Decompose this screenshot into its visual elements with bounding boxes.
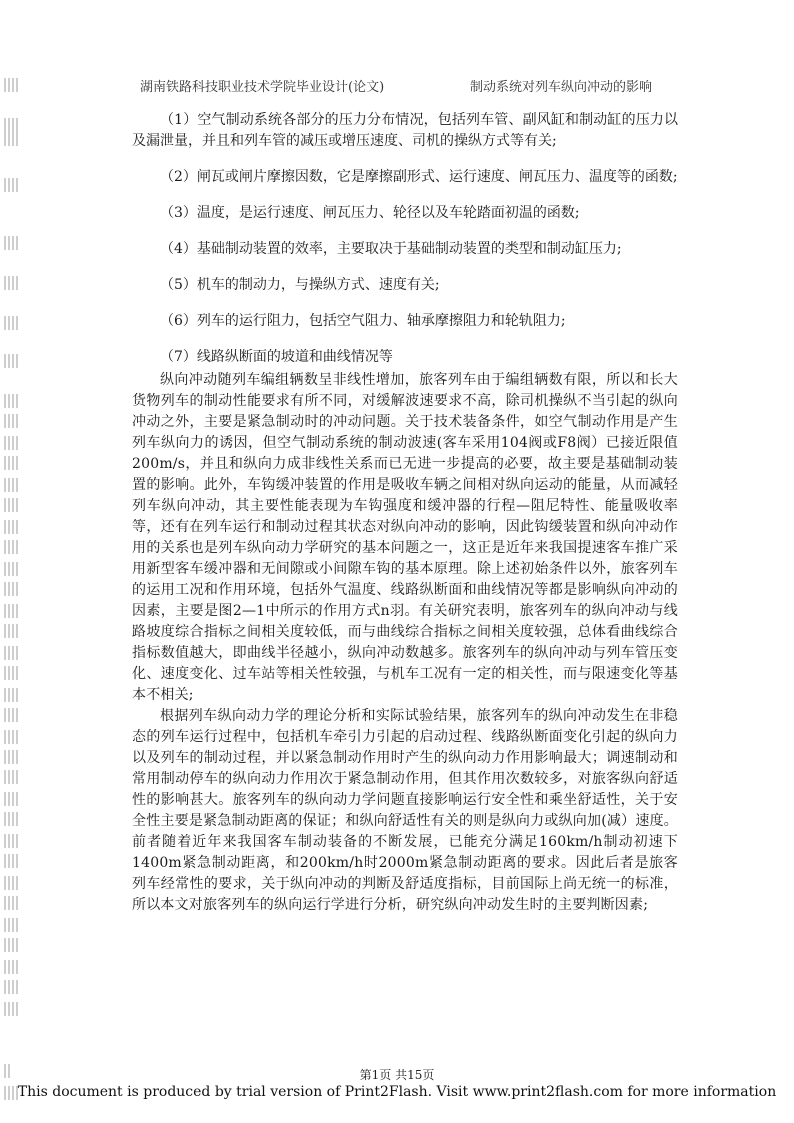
- margin-mark: [4, 646, 20, 660]
- trial-version-notice: This document is produced by trial version of Print2Flash. Visit www.print2flash.com for more information: [17, 1084, 777, 1100]
- list-item: （2）闸瓦或闸片摩擦因数，它是摩擦副形式、运行速度、闸瓦压力、温度等的函数;: [160, 169, 678, 185]
- page-number: 第1页 共15页: [359, 1068, 435, 1082]
- margin-mark: [4, 604, 20, 618]
- margin-mark: [4, 132, 20, 146]
- margin-mark: [4, 792, 20, 806]
- page-header: [140, 76, 700, 96]
- margin-mark: [4, 316, 20, 330]
- margin-mark: [4, 812, 20, 826]
- margin-mark: [4, 876, 20, 890]
- list-item: （4）基础制动装置的效率，主要取决于基础制动装置的类型和制动缸压力;: [160, 241, 622, 257]
- margin-mark: [4, 540, 20, 554]
- header-school-title: 湖南铁路科技职业技术学院毕业设计(论文): [140, 80, 385, 95]
- body-paragraph: 根据列车纵向动力学的理论分析和实际试验结果，旅客列车的纵向冲动发生在非稳态的列车运行过程中，包括机车牵引力引起的启动过程、线路纵断面变化引起的纵向力以及列车的制动过程，并以紧急制动作用时产生的纵向动力作用影响最大；调速制动和常用制动停车的纵向动力作用次于紧急制动作用，但其作用次数较多，对旅客纵向舒适性的影响甚大。旅客列车的纵向动力学问题直接影响运行安全性和乘坐舒适性，关于安全性主要是紧急制动距离的保证；和纵向舒适性有关的则是纵向力或纵向加(减）速度。前者随着近年来我国客车制动装备的不断发展，已能充分满足160km/h制动初速下1400m紧急制动距离，和200km/h时2000m紧急制动距离的要求。因此后者是旅客列车经常性的要求，关于纵向冲动的判断及舒适度指标，目前国际上尚无统一的标准，所以本文对旅客列车的纵向运行学进行分析，研究纵向冲动发生时的主要判断因素;: [132, 708, 678, 913]
- margin-mark: [4, 918, 20, 932]
- margin-mark: [4, 688, 20, 702]
- margin-mark: [4, 520, 20, 534]
- margin-mark: [4, 178, 20, 192]
- margin-mark: [4, 980, 20, 994]
- body-paragraph: 纵向冲动随列车编组辆数呈非线性增加，旅客列车由于编组辆数有限，所以和长大货物列车的制动性能要求有所不同，对缓解波速要求不高，除司机操纵不当引起的纵向冲动之外，主要是紧急制动时的冲动问题。关于技术装备条件，如空气制动作用是产生列车纵向力的诱因，但空气制动系统的制动波速(客车采用104阀或F8阀）已接近限值200m/s，并且和纵向力成非线性关系而已无进一步提高的必要，故主要是基础制动装置的影响。此外，车钩缓冲装置的作用是吸收车辆之间相对纵向运动的能量，从而减轻列车纵向冲动，其主要性能表现为车钩强度和缓冲器的行程—阻尼特性、能量吸收率等，还有在列车运行和制动过程其状态对纵向冲动的影响，因此钩缓装置和纵向冲动作用的关系也是列车纵向动力学研究的基本问题之一，这正是近年来我国提速客车推广采用新型客车缓冲器和无间隙或小间隙车钩的基本原理。除上述初始条件以外，旅客列车的运用工况和作用环境，包括外气温度、线路纵断面和曲线情况等都是影响纵向冲动的因素，主要是图2—1中所示的作用方式n羽。有关研究表明，旅客列车的纵向冲动与线路坡度综合指标之间相关度较低，而与曲线综合指标之间相关度较强，总体看曲线综合指标数值越大，即曲线半径越小，纵向冲动数越多。旅客列车的纵向冲动与列车管压变化、速度变化、过车站等相关性较强，与机车工况有一定的相关性，而与限速变化等基本不相关;: [132, 372, 678, 703]
- margin-mark: [4, 276, 20, 290]
- margin-mark: [4, 896, 20, 910]
- margin-artifact-column: [4, 0, 22, 1123]
- margin-mark: [4, 498, 20, 512]
- list-item: （5）机车的制动力，与操纵方式、速度有关;: [160, 277, 440, 293]
- margin-mark: [4, 478, 20, 492]
- margin-mark: [4, 1002, 20, 1016]
- margin-mark: [4, 730, 20, 744]
- list-item: （7）线路纵断面的坡道和曲线情况等: [160, 349, 393, 365]
- list-item: （1）空气制动系统各部分的压力分布情况，包括列车管、副风缸和制动缸的压力以及漏泄量，并且和列车管的减压或增压速度、司机的操纵方式等有关;: [132, 112, 678, 149]
- margin-mark: [4, 666, 20, 680]
- header-thesis-title: 制动系统对列车纵向冲动的影响: [470, 80, 653, 95]
- list-item: （6）列车的运行阻力，包括空气阻力、轴承摩擦阻力和轮轨阻力;: [160, 313, 566, 329]
- margin-mark: [4, 414, 20, 428]
- margin-mark: [4, 78, 20, 92]
- margin-mark: [4, 834, 20, 848]
- margin-mark: [4, 118, 20, 132]
- margin-mark: [4, 394, 20, 408]
- margin-mark: [4, 770, 20, 784]
- margin-mark: [4, 750, 20, 764]
- margin-mark: [4, 456, 20, 470]
- margin-mark: [4, 562, 20, 576]
- document-body: [132, 110, 678, 916]
- margin-mark: [4, 236, 20, 250]
- margin-mark: [4, 708, 20, 722]
- margin-mark: [4, 436, 20, 450]
- margin-mark: [4, 960, 20, 974]
- margin-mark: [4, 354, 20, 368]
- margin-mark: [4, 938, 20, 952]
- margin-mark: [4, 854, 20, 868]
- list-item: （3）温度，是运行速度、闸瓦压力、轮径以及车轮踏面初温的函数;: [160, 205, 580, 221]
- margin-mark: [4, 582, 20, 596]
- margin-mark: [4, 624, 20, 638]
